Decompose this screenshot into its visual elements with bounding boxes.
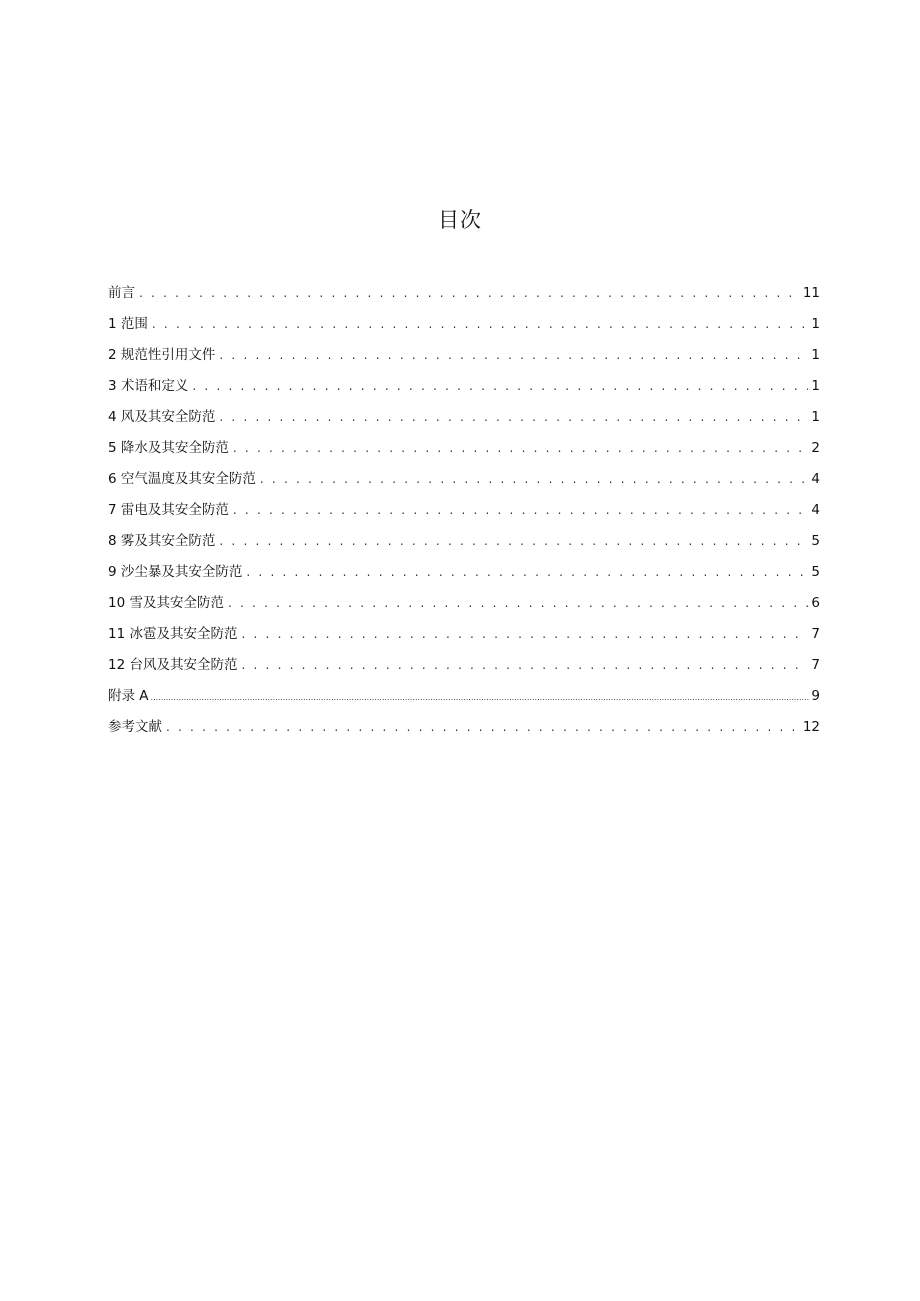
toc-entry-label: 7 雷电及其安全防范	[108, 502, 229, 518]
toc-dot-leader	[241, 619, 808, 650]
toc-dot-leader	[233, 495, 809, 526]
toc-dot-leader	[219, 402, 808, 433]
toc-list	[108, 278, 820, 743]
toc-dot-leader	[192, 371, 808, 402]
toc-dot-leader	[241, 650, 808, 681]
toc-dot-leader	[260, 464, 809, 495]
toc-entry[interactable]	[108, 402, 820, 433]
toc-dot-leader	[233, 433, 809, 464]
toc-entry-label: 12 台风及其安全防范	[108, 657, 238, 673]
toc-dot-leader	[228, 588, 808, 619]
toc-entry[interactable]	[108, 681, 820, 712]
toc-entry-page: 4	[811, 471, 820, 487]
toc-entry[interactable]	[108, 526, 820, 557]
toc-entry-label: 3 术语和定义	[108, 378, 189, 394]
toc-entry-page: 1	[811, 378, 820, 394]
toc-entry-label: 1 范围	[108, 316, 148, 332]
toc-entry-label: 前言	[108, 285, 135, 301]
toc-entry-label: 10 雪及其安全防范	[108, 595, 224, 611]
toc-entry-page: 12	[802, 719, 820, 735]
toc-entry[interactable]	[108, 278, 820, 309]
toc-entry[interactable]	[108, 433, 820, 464]
toc-dot-leader	[151, 682, 810, 713]
toc-entry-page: 7	[811, 626, 820, 642]
toc-entry-label: 4 风及其安全防范	[108, 409, 216, 425]
toc-dot-leader	[219, 526, 808, 557]
toc-entry[interactable]	[108, 557, 820, 588]
toc-entry[interactable]	[108, 309, 820, 340]
toc-entry-label: 6 空气温度及其安全防范	[108, 471, 256, 487]
toc-dot-leader	[246, 557, 808, 588]
toc-entry-page: 1	[811, 316, 820, 332]
toc-entry-page: 11	[802, 285, 820, 301]
toc-entry[interactable]	[108, 464, 820, 495]
toc-entry-label: 参考文献	[108, 719, 162, 735]
toc-entry-page: 9	[811, 688, 820, 704]
toc-entry-page: 1	[811, 409, 820, 425]
toc-entry[interactable]	[108, 371, 820, 402]
toc-entry-page: 5	[811, 533, 820, 549]
toc-entry-page: 1	[811, 347, 820, 363]
toc-entry[interactable]	[108, 650, 820, 681]
toc-entry[interactable]	[108, 588, 820, 619]
toc-entry-page: 5	[811, 564, 820, 580]
toc-entry-label: 附录 A	[108, 688, 149, 704]
toc-entry-label: 5 降水及其安全防范	[108, 440, 229, 456]
toc-title: 目次	[438, 208, 482, 232]
toc-dot-leader	[139, 278, 800, 309]
toc-entry-page: 7	[811, 657, 820, 673]
toc-entry-label: 8 雾及其安全防范	[108, 533, 216, 549]
toc-entry-label: 11 冰雹及其安全防范	[108, 626, 238, 642]
toc-entry-page: 2	[811, 440, 820, 456]
toc-entry-label: 2 规范性引用文件	[108, 347, 216, 363]
toc-dot-leader	[219, 340, 808, 371]
toc-entry[interactable]	[108, 340, 820, 371]
toc-entry[interactable]	[108, 712, 820, 743]
toc-entry-page: 6	[811, 595, 820, 611]
toc-dot-leader	[166, 712, 800, 743]
toc-entry-label: 9 沙尘暴及其安全防范	[108, 564, 243, 580]
toc-dot-leader	[152, 309, 809, 340]
toc-entry[interactable]	[108, 495, 820, 526]
toc-entry-page: 4	[811, 502, 820, 518]
toc-entry[interactable]	[108, 619, 820, 650]
